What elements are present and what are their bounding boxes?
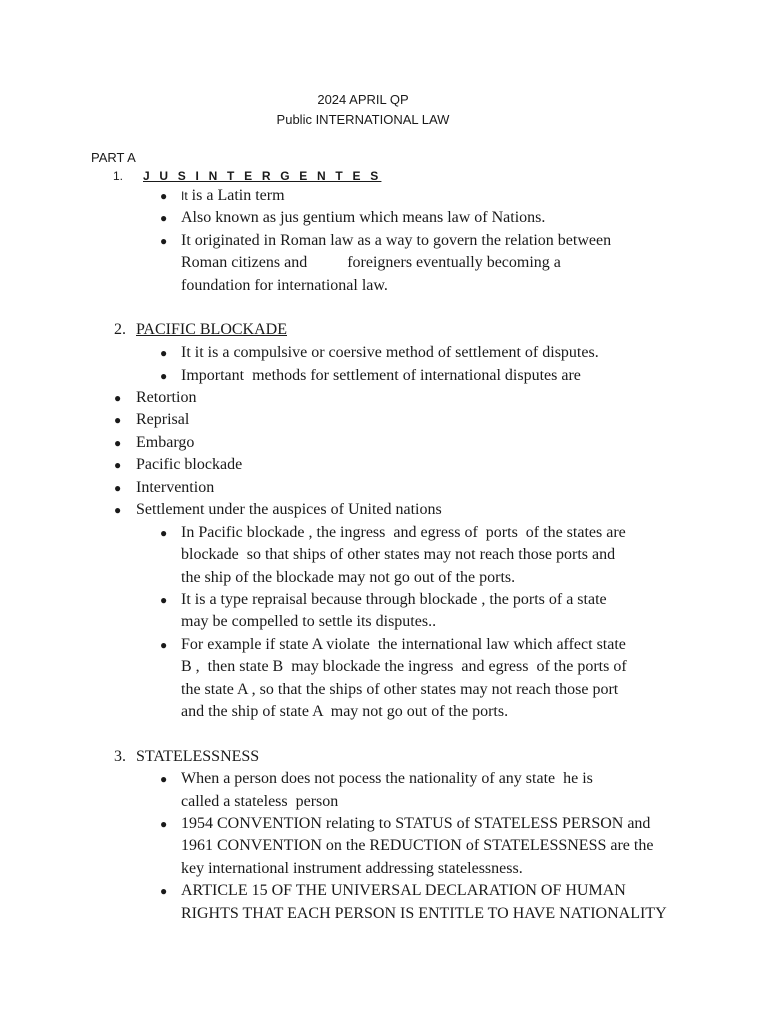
list-item-continuation: the state A , so that the ships of other states may not reach those port [181, 681, 619, 698]
bullet-icon: ● [160, 346, 168, 360]
bullet-icon: ● [160, 817, 168, 831]
list-item-continuation: Roman citizens and foreigners eventually becoming a [181, 254, 561, 271]
section-number-2: 2. [114, 321, 126, 338]
list-item: In Pacific blockade , the ingress and egress of ports of the states are [181, 524, 626, 541]
list-item-continuation: 1961 CONVENTION on the REDUCTION of STATELESSNESS are the [181, 837, 654, 854]
list-item: It it is a compulsive or coersive method of settlement of disputes. [181, 344, 599, 361]
bullet-icon: ● [114, 391, 122, 405]
document-subtitle: Public INTERNATIONAL LAW [276, 112, 450, 127]
list-item: ARTICLE 15 OF THE UNIVERSAL DECLARATION OF HUMAN [181, 882, 626, 899]
list-item-continuation: blockade so that ships of other states may not reach those ports and [181, 546, 616, 563]
bullet-icon: ● [160, 234, 168, 248]
bullet-icon: ● [160, 211, 168, 225]
bullet-icon: ● [160, 772, 168, 786]
bullet-icon: ● [160, 638, 168, 652]
list-item-continuation: the ship of the blockade may not go out of the ports. [181, 569, 516, 586]
list-item-continuation: foundation for international law. [181, 277, 388, 294]
bullet-icon: ● [160, 884, 168, 898]
method-item: Intervention [136, 479, 215, 496]
list-item-continuation: called a stateless person [181, 793, 339, 810]
section-number-3: 3. [114, 748, 126, 765]
bullet-icon: ● [114, 413, 122, 427]
bullet-icon: ● [160, 593, 168, 607]
bullet-icon: ● [114, 503, 122, 517]
list-item: It originated in Roman law as a way to govern the relation between [181, 232, 612, 249]
bullet-icon: ● [114, 436, 122, 450]
bullet-icon: ● [114, 458, 122, 472]
method-item: Pacific blockade [136, 456, 243, 473]
bullet-icon: ● [160, 526, 168, 540]
part-label: PART A [91, 150, 136, 165]
section-heading-1: J U S I N T E R G E N T E S [143, 169, 382, 183]
list-item: 1954 CONVENTION relating to STATUS of STATELESS PERSON and [181, 815, 651, 832]
list-item: Important methods for settlement of international disputes are [181, 367, 581, 384]
document-title: 2024 APRIL QP [317, 92, 409, 107]
method-item: Reprisal [136, 411, 190, 428]
section-heading-2: PACIFIC BLOCKADE [136, 321, 287, 338]
bullet-icon: ● [160, 189, 168, 203]
method-item: Settlement under the auspices of United nations [136, 501, 442, 518]
method-item: Retortion [136, 389, 197, 406]
list-item-continuation: and the ship of state A may not go out of the ports. [181, 703, 509, 720]
list-item-continuation: B , then state B may blockade the ingress and egress of the ports of [181, 658, 627, 675]
list-item-continuation: RIGHTS THAT EACH PERSON IS ENTITLE TO HAVE NATIONALITY [181, 905, 667, 922]
bullet-icon: ● [160, 369, 168, 383]
list-item: Also known as jus gentium which means law of Nations. [181, 209, 546, 226]
list-item-text: is a Latin term [187, 187, 285, 204]
bullet-icon: ● [114, 481, 122, 495]
list-item: It is a type repraisal because through blockade , the ports of a state [181, 591, 607, 608]
list-item [181, 185, 285, 207]
section-number-1: 1. [113, 169, 124, 183]
list-item-prefix: It [181, 189, 188, 203]
list-item-continuation: key international instrument addressing statelessness. [181, 860, 523, 877]
list-item-continuation: may be compelled to settle its disputes.. [181, 613, 437, 630]
list-item: When a person does not pocess the nationality of any state he is [181, 770, 593, 787]
method-item: Embargo [136, 434, 195, 451]
list-item: For example if state A violate the international law which affect state [181, 636, 626, 653]
section-heading-3: STATELESSNESS [136, 748, 260, 765]
